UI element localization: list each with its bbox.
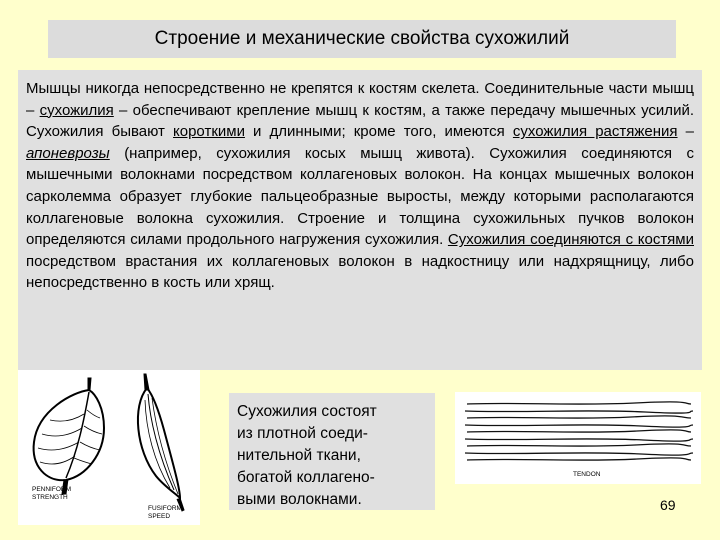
term-short: короткими [173, 123, 245, 141]
page-number: 69 [660, 497, 676, 513]
penniform-label: PENNIFORM [32, 486, 71, 493]
strength-label: STRENGTH [32, 494, 68, 501]
text-run: – [677, 123, 694, 141]
fusiform-muscle-drawing [138, 374, 184, 511]
side-text-line: выми волокнами. [237, 491, 362, 508]
term-tendons: сухожилия [39, 101, 114, 119]
side-text-box [229, 393, 435, 510]
side-text-line: из плотной соеди- [237, 425, 368, 442]
text-run: – обеспечивают крепление мышц к костям, а также передачу мышечных усилий. Сухожилия бывают [26, 101, 694, 141]
term-aponeuroses: апоневрозы [26, 144, 110, 162]
side-text-line: богатой коллагено- [237, 469, 375, 486]
tendon-drawing [455, 392, 701, 484]
slide-title-bar [48, 20, 676, 58]
side-text-line: нительной ткани, [237, 447, 361, 464]
tendon-fibers [465, 402, 693, 460]
slide-title: Строение и механические свойства сухожилий [154, 28, 570, 49]
tendon-label: TENDON [573, 471, 601, 478]
fusiform-label: FUSIFORM [148, 505, 182, 512]
main-text-box [18, 70, 702, 370]
tendon-figure [455, 392, 701, 484]
penniform-muscle-drawing [34, 378, 104, 494]
text-run: посредством врастания их коллагеновых волокон в надкостницу или надхрящницу, либо непосредственно в кость или хрящ. [26, 252, 694, 292]
side-text-line: Сухожилия состоят [237, 403, 377, 420]
main-paragraph [26, 78, 694, 294]
term-stretch-tendons: сухожилия растяжения [512, 123, 678, 141]
muscle-shapes-drawing [18, 370, 200, 525]
muscle-shapes-figure [18, 370, 200, 525]
term-bone-attachment: Сухожилия соединяются с костями [447, 231, 694, 249]
text-run: Мышцы никогда непосредственно не крепятся к костям скелета. Соединительные части мышц – [26, 80, 694, 119]
text-run: (например, сухожилия косых мышц живота). Сухожилия соединяются с мышечными волокнами посредством коллагеновых волокон. На концах мышечных волокон сарколемма образует глубокие пальцеобразные выросты, между которыми располагаются коллагеновые волокна сухожилия. Строение и толщина сухожильных пучков волокон определяются силами продольного нагружения сухожилия. [26, 144, 694, 249]
speed-label: SPEED [148, 513, 171, 520]
text-run: и длинными; кроме того, имеются [244, 123, 513, 141]
